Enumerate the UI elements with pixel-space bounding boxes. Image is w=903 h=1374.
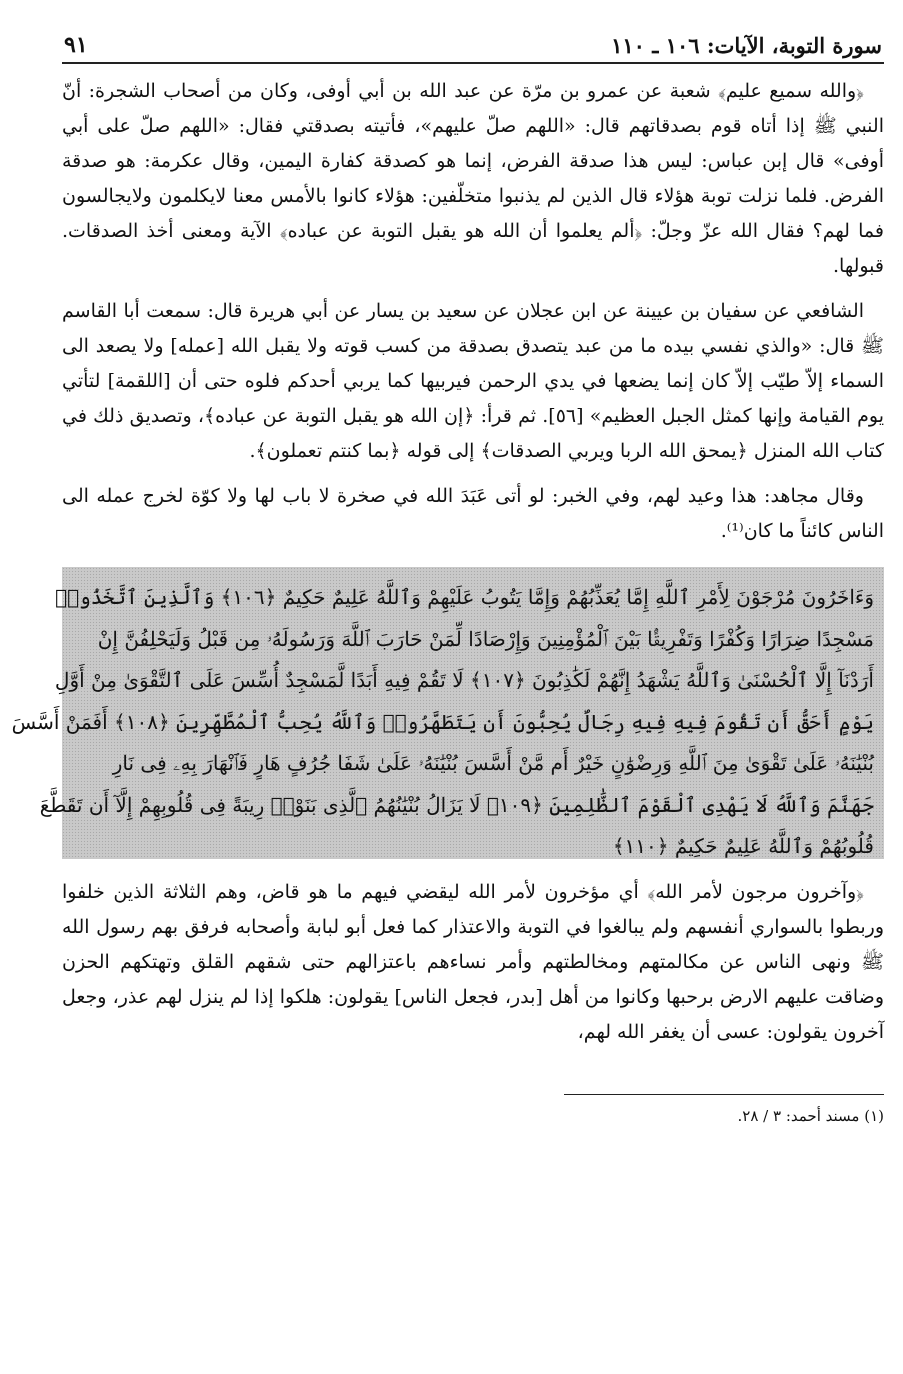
text-line: ويربي الصدقات﴾ إلى قوله ﴿بما كنتم تعملون﴾. — [249, 440, 614, 462]
text-line: الشجرة: أنّ النبي ﷺ إذا أتاه قوم بصدقاتهم قال: «اللهم صلّ عليهم»، فأتيته بصدقتي فقال: — [62, 80, 884, 137]
page-header — [62, 22, 884, 64]
quran-line: يَوْمٍ أَحَقُّ أَن تَقُومَ فِيهِ فِيهِ رِجَالٌ يُحِبُّونَ أَن يَتَطَهَّرُوا۟ وَٱللَّهُ يُحِبُّ ٱلْمُطَّهِّرِينَ ﴿١٠٨﴾ أَفَمَنْ أَسَّسَ — [11, 709, 874, 734]
text-line: الذين خلفوا وربطوا بالسواري أنفسهم ولم يبالغوا في التوبة والاعتذار كما فعل أبو لبابة — [62, 881, 884, 938]
text-line: وقال مجاهد: هذا وعيد لهم، وفي الخبر: لو أتى عَبَدَ الله في صخرة لا باب لها ولا كوّة — [183, 485, 864, 507]
paragraph-2 — [62, 294, 884, 469]
commentary-paragraph — [62, 875, 884, 1050]
text-line: يربي أحدكم فلوه حتى أن [اللقمة] لتأتي يوم القيامة وإنها كمثل الجبل العظيم» [٥٦]. ثم قرأ: — [62, 370, 884, 427]
quran-line: بُنْيَٰنَهُۥ عَلَىٰ تَقْوَىٰ مِنَ ٱللَّهِ وَرِضْوَٰنٍ خَيْرٌ أَم مَّنْ أَسَّسَ بُنْيَٰنَهُۥ عَلَىٰ شَفَا جُرُفٍ هَارٍ فَٱنْهَارَ بِهِۦ فِى نَارِ — [112, 751, 874, 775]
text-line: لخرج عمله الى الناس كائناً ما كان⁽¹⁾. — [62, 485, 884, 542]
text-line: الشافعي عن سفيان بن عيينة عن ابن عجلان عن سعيد بن يسار عن أبي هريرة قال: — [201, 300, 864, 322]
quran-line: أَرَدْنَآ إِلَّا ٱلْحُسْنَىٰ وَٱللَّهُ يَشْهَدُ إِنَّهُمْ لَكَٰذِبُونَ ﴿١٠٧﴾ لَا تَقُمْ فِيهِ أَبَدًا لَّمَسْجِدٌ أُسِّسَ عَلَى ٱلتَّقْوَىٰ مِنْ أَوَّلِ — [54, 668, 874, 692]
text-line: هؤلاء كانوا بالأمس معنا لايكلمون ولايجالسون فما لهم؟ فقال الله عزّ وجلّ: ﴿ألم يعلموا أن — [62, 185, 884, 242]
text-line: حتى شقهم القلق وتهتكهم الحزن وضاقت عليهم الارض برحبها وكانوا من أهل [بدر، فجعل — [62, 951, 884, 1008]
book-page — [11, 22, 885, 1127]
text-line: الله هو يقبل التوبة عن عباده﴾ الآية ومعنى أخذ الصدقات. قبولها. — [62, 220, 884, 277]
footnote-separator — [564, 1094, 884, 1095]
quran-line: قُلُوبُهُمْ وَٱللَّهُ عَلِيمٌ حَكِيمٌ ﴿١١٠﴾ — [612, 834, 874, 858]
quran-verses-box — [11, 567, 884, 859]
commentary — [62, 875, 884, 1050]
page-number: ٩١ — [64, 32, 88, 58]
text-line: ﴿إن الله هو يقبل التوبة عن عباده﴾، وتصديق ذلك في كتاب الله المنزل ﴿يمحق الله الربا — [62, 405, 884, 462]
text-line: سمعت أبا القاسم ﷺ قال: «والذي نفسي بيده ما من عبد يتصدق بصدقة من كسب قوته ولا — [62, 300, 884, 357]
quran-line: جَهَنَّمَ وَٱللَّهُ لَا يَهْدِى ٱلْقَوْمَ ٱلظَّٰلِمِينَ ﴿١٠٩﴾ لَا يَزَالُ بُنْيَٰنُهُمُ ٱلَّذِى بَنَوْا۟ رِيبَةً فِى قُلُوبِهِمْ إِلَّآ أَن تَقَطَّعَ — [39, 792, 874, 817]
quran-line: مَسْجِدًا ضِرَارًا وَكُفْرًا وَتَفْرِيقًۢا بَيْنَ ٱلْمُؤْمِنِينَ وَإِرْصَادًا لِّمَنْ حَارَبَ ٱللَّهَ وَرَسُولَهُۥ مِن قَبْلُ وَلَيَحْلِفُنَّ إِنْ — [97, 626, 874, 651]
text-line: «اللهم صلّ على أبي أوفى» قال إبن عباس: ليس هذا صدقة الفرض، إنما هو كصدقة كفارة — [62, 115, 884, 172]
text-line: يقبل الله [عمله] ولا يصعد الى السماء إلاّ طيّب إلاّ كان إنما يضعها في يدي الرحمن فيربيها كما — [62, 335, 884, 392]
paragraph-3 — [62, 479, 884, 549]
running-title: سورة التوبة، الآيات: ١٠٦ ـ ١١٠ — [611, 33, 882, 58]
quran-line: وَءَاخَرُونَ مُرْجَوْنَ لِأَمْرِ ٱللَّهِ إِمَّا يُعَذِّبُهُمْ وَإِمَّا يَتُوبُ عَلَيْهِمْ وَٱللَّهُ عَلِيمٌ حَكِيمٌ ﴿١٠٦﴾ وَٱلَّذِينَ ٱتَّخَذُوا۟ — [55, 585, 874, 609]
text-line: الناس] يقولون: هلكوا إذا لم ينزل لهم عذر، وجعل آخرون يقولون: عسى أن يغفر الله لهم، — [62, 986, 884, 1043]
text-line: ﴿وآخرون مرجون لأمر الله﴾ أي مؤخرون لأمر الله ليقضي فيهم ما هو قاض، وهم الثلاثة — [154, 881, 864, 903]
footnote: (١) مسند أحمد: ٣ / ٢٨. — [737, 1107, 884, 1125]
text-line: اليمين، وقال عكرمة: هو صدقة الفرض. فلما نزلت توبة هؤلاء قال الذين لم يذنبوا متخلّفين: — [62, 150, 885, 207]
text-line: ﴿والله سميع عليم﴾ شعبة عن عمرو بن مرّة عن عبد الله بن أبي أوفى، وكان من أصحاب — [155, 80, 864, 102]
text-line: وأصحابه فرفق بهم رسول الله ﷺ ونهى الناس عن مكالمتهم ومخالطتهم وأمر نساءهم باعتزالهم — [62, 916, 885, 973]
main-text — [62, 74, 884, 549]
paragraph-1 — [62, 74, 884, 284]
